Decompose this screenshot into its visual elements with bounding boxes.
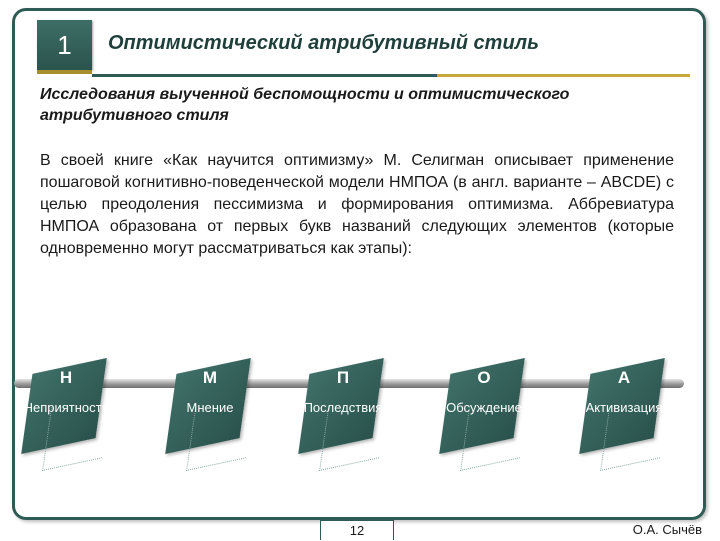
step-letter: О	[477, 368, 491, 387]
step-word: Активизация	[585, 400, 663, 415]
slide-title: Оптимистический атрибутивный стиль	[108, 32, 539, 54]
step-word: Обсуждение	[446, 400, 522, 415]
page-number: 12	[320, 520, 394, 540]
body-paragraph: В своей книге «Как научится оптимизму» М. Селигман описывает применение пошаговой когнитивно-поведенческой модели НМПОА (в англ. варианте – ABCDE) с целью преодоления пессимизма и формирования оптимизма. Аббревиатура НМПОА образована от первых букв названий следующих элементов (которые одновременно могут рассматриваться как этапы):	[40, 152, 674, 257]
title-divider-dark	[92, 74, 437, 77]
step-word: Последствия	[303, 400, 383, 415]
step-word: Неприятность	[23, 400, 109, 415]
step-letter: М	[202, 368, 218, 387]
slide-number-underline	[37, 70, 92, 74]
step-letter: П	[336, 368, 350, 387]
step-word: Мнение	[186, 400, 234, 415]
slide-number-badge: 1	[37, 20, 92, 70]
title-divider-gold	[437, 74, 690, 77]
slide-subtitle: Исследования выученной беспомощности и оптимистического атрибутивного стиля	[40, 86, 570, 124]
step-letter: А	[617, 368, 631, 387]
step-letter: Н	[59, 368, 73, 387]
author-credit: О.А. Сычёв	[632, 522, 702, 537]
